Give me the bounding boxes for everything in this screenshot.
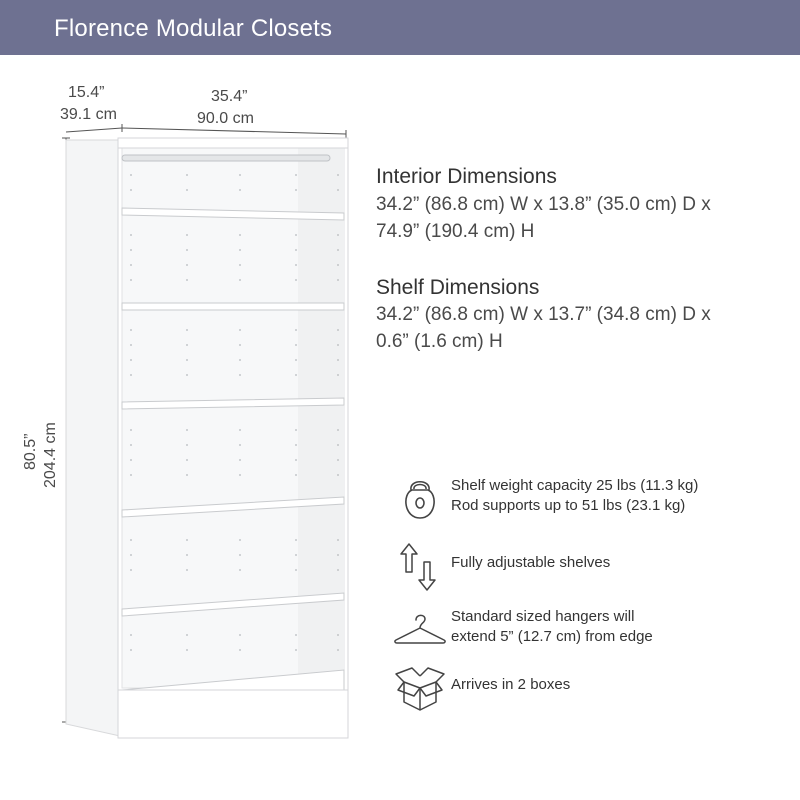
hanger-line-1: Standard sized hangers will: [451, 608, 635, 625]
boxes-text: Arrives in 2 boxes: [451, 676, 571, 693]
page-title: Florence Modular Closets: [54, 15, 333, 42]
weight-capacity-line-2: Rod supports up to 51 lbs (23.1 kg): [451, 497, 686, 514]
hanger-icon: [392, 610, 448, 660]
interior-dimensions-line-1: 34.2” (86.8 cm) W x 13.8” (35.0 cm) D x: [376, 194, 711, 215]
interior-dimensions-heading: Interior Dimensions: [376, 165, 557, 188]
width-inches-label: 35.4”: [211, 88, 248, 105]
interior-dimensions-line-2: 74.9” (190.4 cm) H: [376, 221, 535, 242]
height-inches-label: 80.5”: [22, 433, 39, 470]
hanger-line-2: extend 5” (12.7 cm) from edge: [451, 628, 653, 645]
shelf-dimensions-line-1: 34.2” (86.8 cm) W x 13.7” (34.8 cm) D x: [376, 304, 711, 325]
shelf-dimensions-line-2: 0.6” (1.6 cm) H: [376, 331, 503, 352]
depth-cm-label: 39.1 cm: [60, 106, 117, 123]
box-icon: [392, 664, 448, 714]
shelf-dimensions-heading: Shelf Dimensions: [376, 276, 540, 299]
depth-inches-label: 15.4”: [68, 84, 105, 101]
weight-capacity-line-1: Shelf weight capacity 25 lbs (11.3 kg): [451, 477, 699, 494]
kettlebell-icon: [392, 472, 448, 522]
up-down-arrows-icon: [392, 542, 448, 592]
width-cm-label: 90.0 cm: [197, 110, 254, 127]
height-cm-label: 204.4 cm: [42, 422, 59, 488]
adjustable-shelves-text: Fully adjustable shelves: [451, 554, 611, 571]
